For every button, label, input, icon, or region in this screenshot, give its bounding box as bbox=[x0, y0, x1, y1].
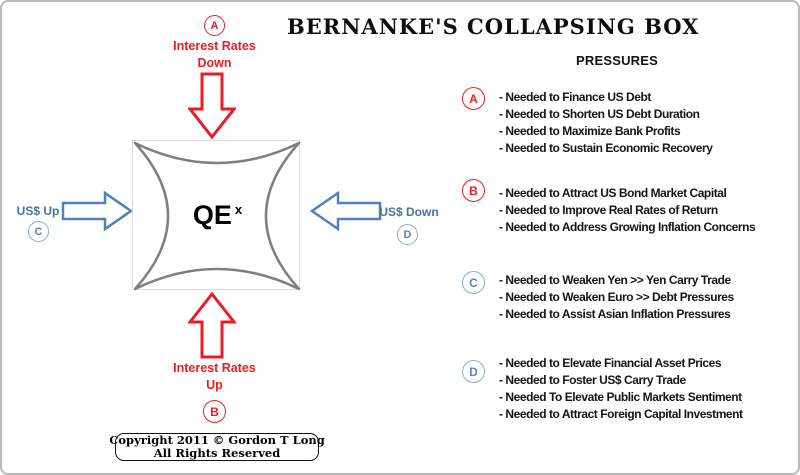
pressures-heading: PRESSURES bbox=[576, 53, 658, 68]
pressures-badge-a: A bbox=[462, 87, 485, 110]
list-item: - Needed to Elevate Financial Asset Prices bbox=[499, 356, 722, 370]
copyright-line1: Copyright 2011 © Gordon T Long bbox=[109, 433, 325, 447]
arrow-left-icon bbox=[310, 191, 382, 231]
arrow-right-icon bbox=[61, 191, 133, 231]
right-arrow-label: US$ Down bbox=[379, 205, 439, 219]
list-item: - Needed to Sustain Economic Recovery bbox=[499, 141, 713, 155]
top-arrow-label-line1: Interest Rates bbox=[173, 39, 256, 53]
copyright-box bbox=[109, 433, 325, 461]
list-item: - Needed to Shorten US Debt Duration bbox=[499, 107, 700, 121]
list-item: - Needed to Attract Foreign Capital Investment bbox=[499, 407, 743, 421]
list-item: - Needed to Assist Asian Inflation Pressures bbox=[499, 307, 731, 321]
list-item: - Needed to Improve Real Rates of Return bbox=[499, 203, 718, 217]
list-item: - Needed to Address Growing Inflation Concerns bbox=[499, 220, 756, 234]
list-item: - Needed to Weaken Euro >> Debt Pressures bbox=[499, 290, 734, 304]
pressures-list-b bbox=[499, 185, 755, 236]
list-item: - Needed to Finance US Debt bbox=[499, 90, 651, 104]
pressures-badge-b: B bbox=[462, 179, 485, 202]
top-arrow-label-line2: Down bbox=[197, 56, 232, 70]
arrow-down-icon bbox=[188, 72, 236, 140]
collapsing-box bbox=[132, 140, 300, 290]
bottom-arrow-label-line2: Up bbox=[206, 378, 223, 392]
list-item: - Needed To Elevate Public Markets Sentiment bbox=[499, 390, 742, 404]
pressures-list-d bbox=[499, 355, 743, 423]
copyright-line2: All Rights Reserved bbox=[153, 446, 281, 460]
top-arrow-label bbox=[142, 38, 287, 72]
list-item: - Needed to Weaken Yen >> Yen Carry Trade bbox=[499, 273, 731, 287]
page-title: BERNANKE'S COLLAPSING BOX bbox=[287, 14, 700, 39]
bottom-arrow-label-line1: Interest Rates bbox=[173, 361, 256, 375]
badge-a-top: A bbox=[204, 15, 225, 36]
arrow-up-icon bbox=[188, 291, 236, 359]
badge-c-left: C bbox=[28, 221, 49, 242]
bottom-arrow-label bbox=[142, 360, 287, 394]
pressures-list-a bbox=[499, 89, 712, 157]
pressures-badge-c: C bbox=[462, 271, 485, 294]
left-arrow-label: US$ Up bbox=[16, 204, 60, 218]
qe-superscript: x bbox=[234, 201, 243, 217]
badge-b-bottom: B bbox=[203, 400, 226, 423]
qe-label bbox=[133, 141, 299, 289]
badge-d-right: D bbox=[397, 224, 418, 245]
pressures-list-c bbox=[499, 272, 734, 323]
qe-text: QE bbox=[192, 199, 232, 230]
list-item: - Needed to Attract US Bond Market Capital bbox=[499, 186, 727, 200]
pressures-badge-d: D bbox=[462, 360, 485, 383]
list-item: - Needed to Foster US$ Carry Trade bbox=[499, 373, 686, 387]
list-item: - Needed to Maximize Bank Profits bbox=[499, 124, 681, 138]
